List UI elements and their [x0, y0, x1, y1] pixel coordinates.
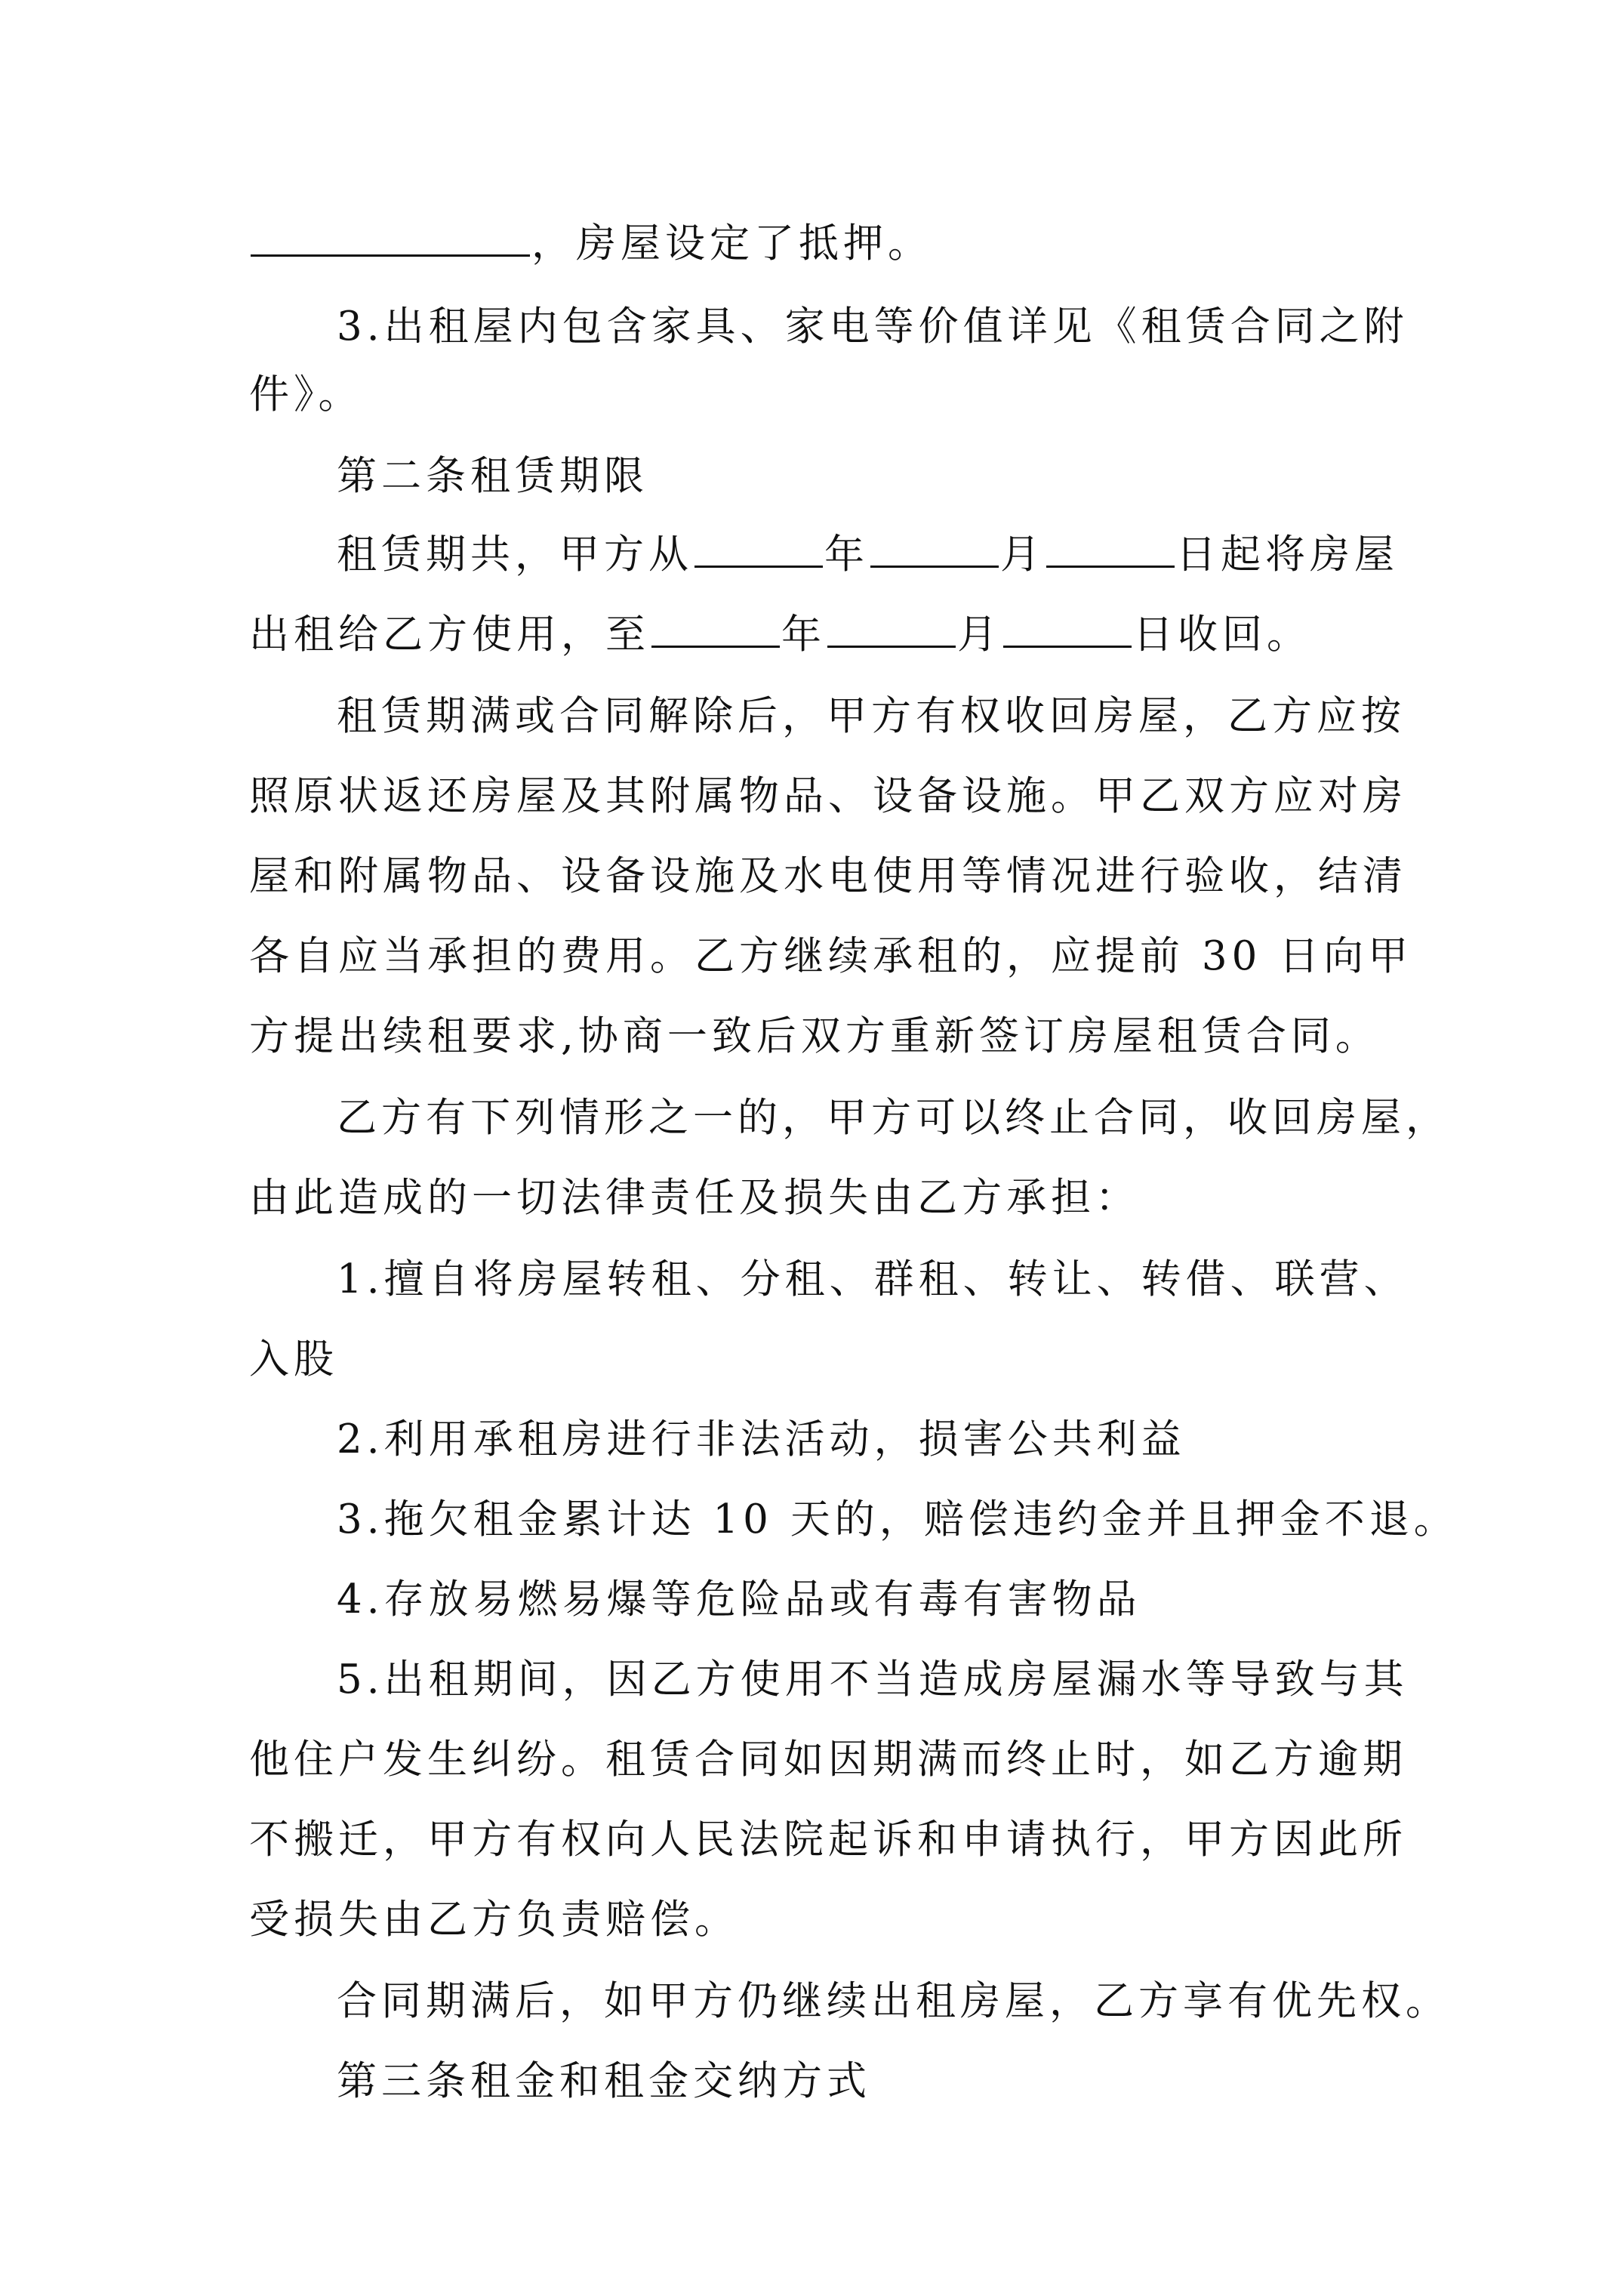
text-line: 乙方有下列情形之一的，甲方可以终止合同，收回房屋， [337, 1095, 1450, 1141]
fill-in-blank [1003, 612, 1132, 648]
text-line: 照原状返还房屋及其附属物品、设备设施。甲乙双方应对房 [249, 773, 1407, 819]
text-line: 不搬迁，甲方有权向人民法院起诉和申请执行，甲方因此所 [249, 1817, 1407, 1863]
fill-in-blank [827, 612, 956, 648]
list-item: 5.出租期间，因乙方使用不当造成房屋漏水等导致与其 [337, 1657, 1409, 1703]
fill-in-blank [1046, 532, 1175, 568]
list-item: 4.存放易燃易爆等危险品或有毒有害物品 [337, 1576, 1141, 1623]
text-line: 各自应当承担的费用。乙方继续承租的，应提前 30 日向甲 [249, 933, 1413, 979]
text-segment: 年 [781, 612, 826, 658]
text-segment: 月 [1000, 532, 1045, 578]
fill-in-blank [251, 221, 530, 257]
text-segment: ，房屋设定了抵押。 [531, 220, 932, 267]
text-segment: 出租给乙方使用，至 [249, 612, 650, 658]
text-line [249, 202, 1427, 285]
text-line: 合同期满后，如甲方仍继续出租房屋，乙方享有优先权。 [337, 1978, 1450, 2024]
list-item: 2.利用承租房进行非法活动，损害公共利益 [337, 1416, 1186, 1462]
text-line [337, 513, 1427, 596]
list-item: 1.擅自将房屋转租、分租、群租、转让、转借、联营、 [337, 1256, 1409, 1302]
text-segment: 日起将房屋 [1176, 532, 1399, 578]
text-line: 入股 [249, 1336, 338, 1382]
fill-in-blank [870, 532, 999, 568]
text-line: 他住户发生纠纷。租赁合同如因期满而终止时，如乙方逾期 [249, 1737, 1407, 1783]
text-line: 受损失由乙方负责赔偿。 [249, 1897, 739, 1943]
list-item: 3.拖欠租金累计达 10 天的，赔偿违约金并且押金不退。 [337, 1496, 1458, 1542]
section-heading: 第三条租金和租金交纳方式 [337, 2058, 871, 2104]
text-line: 屋和附属物品、设备设施及水电使用等情况进行验收，结清 [249, 853, 1407, 899]
fill-in-blank [651, 612, 780, 648]
text-line: 由此造成的一切法律责任及损失由乙方承担： [249, 1175, 1140, 1221]
text-line: 方提出续租要求,协商一致后双方重新签订房屋租赁合同。 [249, 1013, 1380, 1059]
fill-in-blank [694, 532, 823, 568]
section-heading: 第二条租赁期限 [337, 453, 648, 499]
text-line: 租赁期满或合同解除后，甲方有权收回房屋，乙方应按 [337, 693, 1406, 739]
text-segment: 月 [957, 612, 1002, 658]
text-segment: 租赁期共，甲方从 [337, 532, 693, 578]
text-segment: 日收回。 [1133, 612, 1311, 658]
text-line: 件》。 [249, 371, 363, 418]
text-line [249, 593, 1427, 676]
text-segment: 年 [824, 532, 869, 578]
text-line: 3.出租屋内包含家具、家电等价值详见《租赁合同之附 [337, 304, 1409, 350]
